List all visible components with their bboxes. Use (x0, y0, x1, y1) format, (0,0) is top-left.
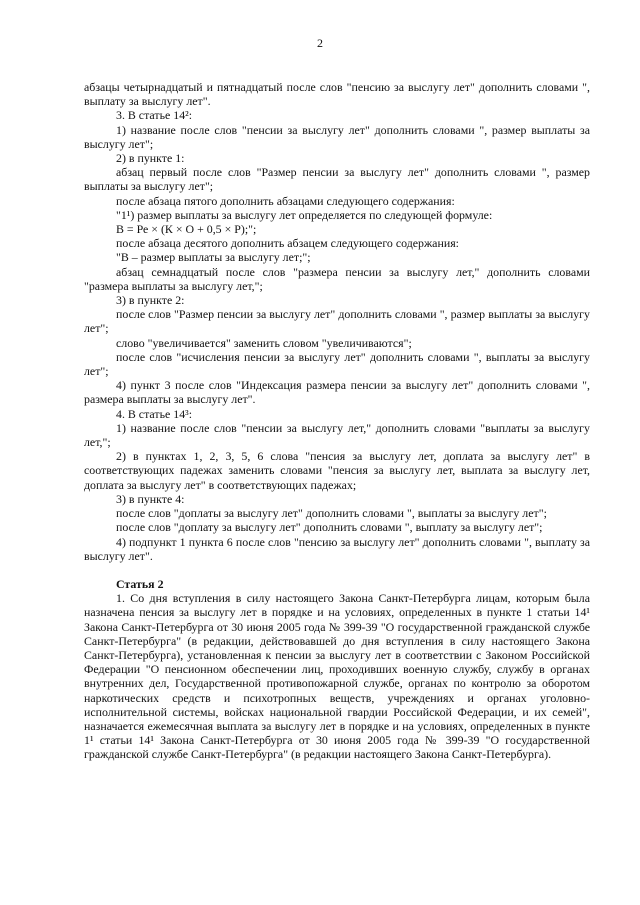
paragraph: 3) в пункте 4: (116, 491, 185, 506)
paragraph: 1) название после слов "пенсии за выслугу лет" дополнить словами ", размер выплаты за выслугу лет"; (84, 122, 590, 151)
paragraph: 4) подпункт 1 пункта 6 после слов "пенсию за выслугу лет" дополнить словами ", выплату за выслугу лет". (84, 534, 590, 563)
paragraph: слово "увеличивается" заменить словом "увеличиваются"; (116, 335, 412, 350)
paragraph: 2) в пунктах 1, 2, 3, 5, 6 слова "пенсия за выслугу лет, доплата за выслугу лет" в соответствующих падежах заменить словами "пенсия за выслугу лет, выплата за выслугу лет, доплата за выслугу лет" в соответствующих падежах; (84, 449, 590, 492)
paragraph: абзацы четырнадцатый и пятнадцатый после слов "пенсию за выслугу лет" дополнить словами ", выплату за выслугу лет". (84, 80, 590, 109)
paragraph: 4. В статье 14³: (116, 406, 193, 421)
paragraph: 4) пункт 3 после слов "Индексация размера пенсии за выслугу лет" дополнить словами ", размера выплаты за выслугу лет". (84, 378, 590, 407)
paragraph: В = Ре × (К × О + 0,5 × Р);"; (116, 222, 257, 237)
paragraph: после слов "Размер пенсии за выслугу лет" дополнить словами ", размер выплаты за выслугу лет"; (84, 307, 590, 336)
page-number: 2 (317, 36, 323, 50)
paragraph: "1¹) размер выплаты за выслугу лет определяется по следующей формуле: (116, 207, 493, 222)
paragraph: 3. В статье 14²: (116, 108, 193, 123)
paragraph: после слов "доплаты за выслугу лет" дополнить словами ", выплаты за выслугу лет"; (116, 506, 547, 521)
paragraph: 3) в пункте 2: (116, 293, 185, 308)
paragraph: абзац первый после слов "Размер пенсии за выслугу лет" дополнить словами ", размер выплаты за выслугу лет"; (84, 165, 590, 194)
section-heading: Статья 2 (116, 576, 164, 591)
paragraph: 2) в пункте 1: (116, 151, 185, 166)
paragraph: 1. Со дня вступления в силу настоящего Закона Санкт-Петербурга лицам, которым была назначена пенсия за выслугу лет в порядке и на условиях, определенных в пункте 1 статьи 14¹ Закона Санкт-Петербурга от 30 июня 2005 года № 399-39 "О государственной гражданской службе Санкт-Петербурга" (в редакции, действовавшей до дня вступления в силу настоящего Закона Санкт-Петербурга), установленная к пенсии за выслугу лет в соответствии с Законом Российской Федерации "О пенсионном обеспечении лиц, проходивших военную службу, службу в органах внутренних дел, Государственной противопожарной службе, органах по контролю за оборотом наркотических средств и психотропных веществ, учреждениях и органах уголовно-исполнительной системы, войсках национальной гвардии Российской Федерации, и их семей", назначается ежемесячная выплата за выслугу лет в порядке и на условиях, определенных в пункте 1¹ статьи 14¹ Закона Санкт-Петербурга от 30 июня 2005 года № 399-39 "О государственной гражданской службе Санкт-Петербурга" (в редакции настоящего Закона Санкт-Петербурга). (84, 591, 590, 762)
paragraph: 1) название после слов "пенсии за выслугу лет," дополнить словами "выплаты за выслугу лет,"; (84, 420, 590, 450)
paragraph: после абзаца десятого дополнить абзацем следующего содержания: (116, 236, 459, 251)
paragraph: "В – размер выплаты за выслугу лет;"; (116, 250, 311, 265)
document-body (84, 80, 590, 762)
paragraph: абзац семнадцатый после слов "размера пенсии за выслугу лет," дополнить словами "размера выплаты за выслугу лет,"; (84, 264, 590, 293)
paragraph: после абзаца пятого дополнить абзацами следующего содержания: (116, 193, 455, 208)
paragraph: после слов "доплату за выслугу лет" дополнить словами ", выплату за выслугу лет"; (116, 520, 543, 535)
paragraph: после слов "исчисления пенсии за выслугу лет" дополнить словами ", выплаты за выслугу лет"; (84, 349, 590, 379)
